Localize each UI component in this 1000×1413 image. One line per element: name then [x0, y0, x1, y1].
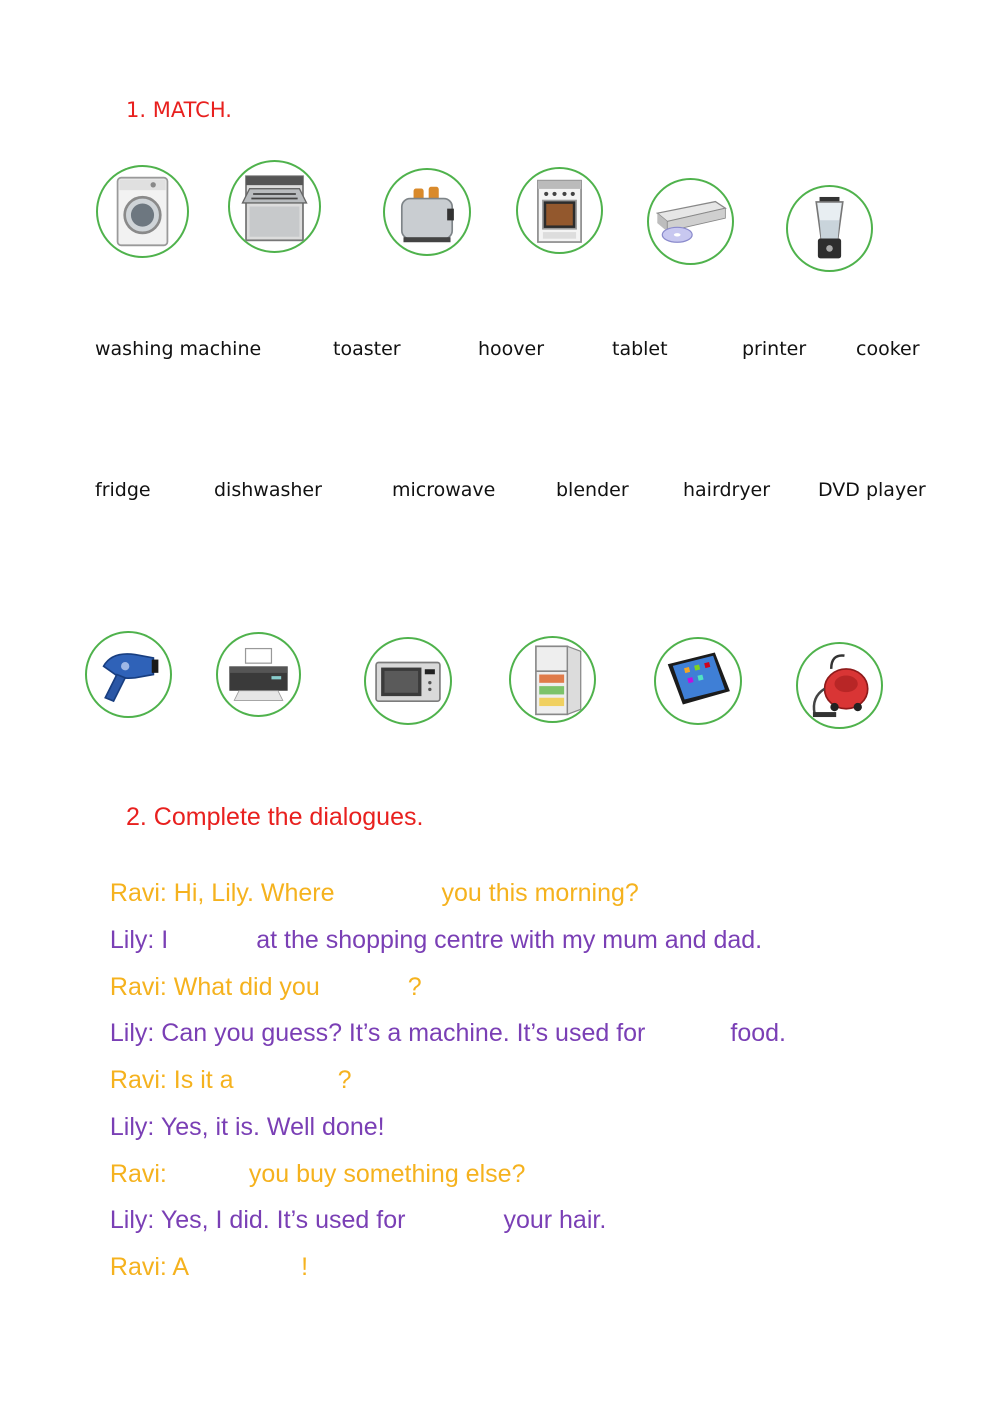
dialogue-text: Ravi: [109, 1160, 167, 1188]
dialogue-text: Ravi: Is it a [109, 1066, 234, 1094]
word-option[interactable]: microwave [392, 479, 496, 501]
word-option[interactable]: toaster [333, 338, 401, 360]
cooker-picture[interactable] [516, 167, 603, 254]
washing-machine-picture[interactable] [96, 165, 189, 258]
dishwasher-icon [230, 162, 319, 251]
word-option[interactable]: DVD player [818, 479, 926, 501]
dialogue-text: Ravi: Hi, Lily. Where [109, 879, 335, 907]
washing-machine-icon [98, 167, 187, 256]
hairdryer-picture[interactable] [85, 631, 172, 718]
hoover-icon [798, 644, 881, 727]
word-option[interactable]: cooker [856, 338, 920, 360]
word-option[interactable]: printer [742, 338, 807, 360]
word-option[interactable]: fridge [95, 479, 151, 501]
word-option[interactable]: washing machine [95, 338, 262, 360]
dialogue-text: Lily: Yes, I did. It’s used for [109, 1206, 406, 1234]
dialogue-text: your hair. [503, 1206, 607, 1234]
dialogue-text: Lily: I [109, 926, 169, 954]
dialogue-text: ? [407, 973, 422, 1001]
word-option[interactable]: tablet [612, 338, 668, 360]
dvd-player-icon [649, 180, 732, 263]
tablet-icon [656, 639, 740, 723]
dialogue-text: Lily: Yes, it is. Well done! [109, 1113, 385, 1141]
tablet-picture[interactable] [654, 637, 742, 725]
microwave-icon [366, 639, 450, 723]
dialogue-text: at the shopping centre with my mum and dad. [256, 926, 763, 954]
printer-icon [218, 634, 299, 715]
dialogue-text: food. [730, 1019, 786, 1047]
word-option[interactable]: hairdryer [683, 479, 771, 501]
printer-picture[interactable] [216, 632, 301, 717]
blender-picture[interactable] [786, 185, 873, 272]
blender-icon [788, 187, 871, 270]
dvd-player-picture[interactable] [647, 178, 734, 265]
section1-title: 1. MATCH. [126, 98, 232, 122]
toaster-picture[interactable] [383, 168, 471, 256]
dialogue-text: you this morning? [441, 879, 639, 907]
word-option[interactable]: hoover [478, 338, 545, 360]
dialogue-text: Ravi: A [109, 1253, 190, 1281]
hairdryer-icon [87, 633, 170, 716]
dialogue-text: ? [337, 1066, 352, 1094]
section2-title: 2. Complete the dialogues. [126, 803, 424, 831]
fridge-picture[interactable] [509, 636, 596, 723]
fridge-icon [511, 638, 594, 721]
word-option[interactable]: blender [556, 479, 629, 501]
dialogue-text: ! [301, 1253, 309, 1281]
dishwasher-picture[interactable] [228, 160, 321, 253]
microwave-picture[interactable] [364, 637, 452, 725]
cooker-icon [518, 169, 601, 252]
dialogue-line-ravi [96, 1224, 308, 1282]
dialogue-text: you buy something else? [248, 1160, 526, 1188]
toaster-icon [385, 170, 469, 254]
word-option[interactable]: dishwasher [214, 479, 322, 501]
dialogue-text: Ravi: What did you [109, 973, 320, 1001]
hoover-picture[interactable] [796, 642, 883, 729]
dialogue-text: Lily: Can you guess? It’s a machine. It’s used for [109, 1019, 646, 1047]
